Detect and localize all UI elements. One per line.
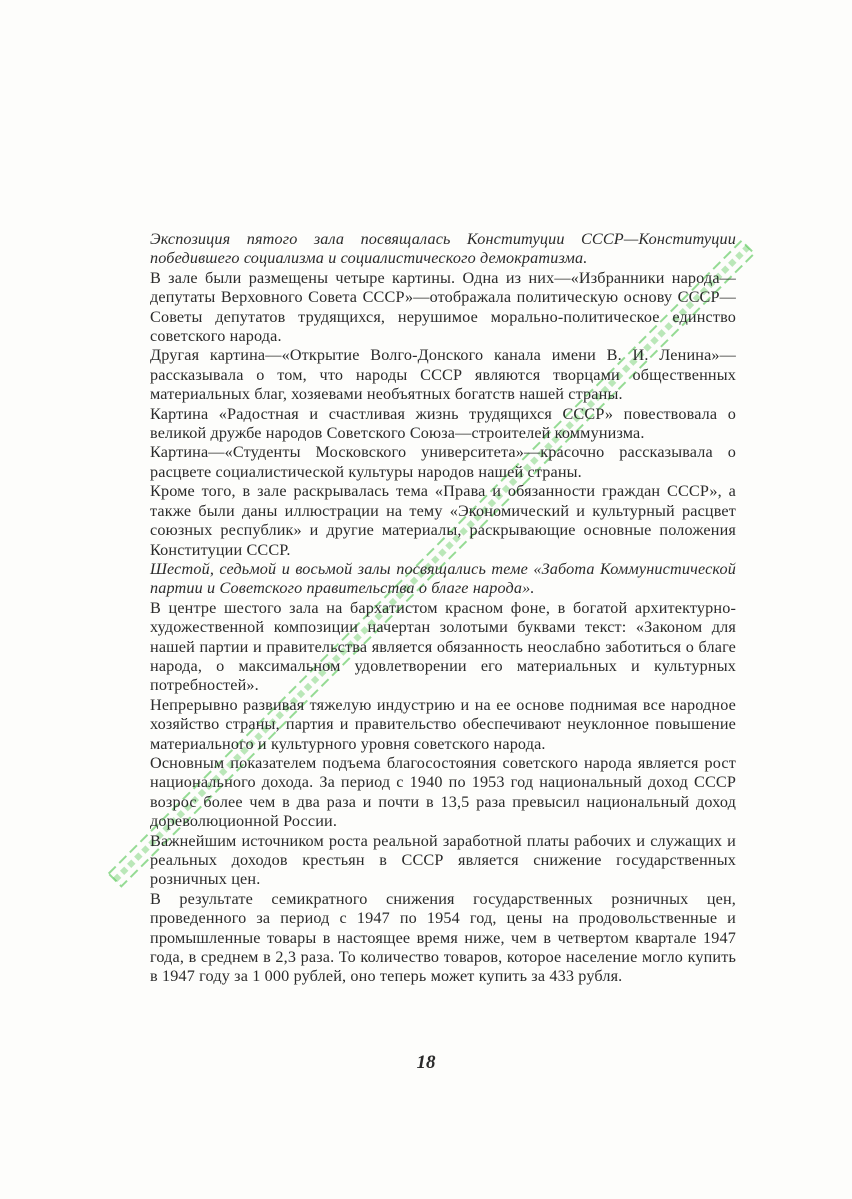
body-text xyxy=(150,230,736,987)
paragraph: В зале были размещены четыре картины. Одна из них—«Избранники народа—депутаты Верховного Совета СССР»—отображала политическую основу СССР—Советы депутатов трудящихся, нерушимое морально-политическое единство советского народа. xyxy=(150,268,736,346)
paragraph: В центре шестого зала на бархатистом красном фоне, в богатой архитектурно-художественной композиции начертан золотыми буквами текст: «Законом для нашей партии и правительства является обязанность неослабно заботиться о благе народа, о максимальном удовлетворении его материальных и культурных потребностей». xyxy=(150,598,736,695)
paragraph: Основным показателем подъема благосостояния советского народа является рост национального дохода. За период с 1940 по 1953 год национальный доход СССР возрос более чем в два раза и почти в 13,5 раза превысил национальный доход дореволюционной России. xyxy=(150,753,736,831)
paragraph: Экспозиция пятого зала посвящалась Конституции СССР—Конституции победившего социализма и социалистического демократизма. xyxy=(150,230,736,268)
paragraph: Непрерывно развивая тяжелую индустрию и на ее основе поднимая все народное хозяйство страны, партия и правительство обеспечивают неуклонное повышение материального и культурного уровня советского народа. xyxy=(150,695,736,753)
paragraph: Другая картина—«Открытие Волго-Донского канала имени В. И. Ленина»—рассказывала о том, что народы СССР являются творцами общественных материальных благ, хозяевами необъятных богатств нашей страны. xyxy=(150,346,736,404)
paragraph: В результате семикратного снижения государственных розничных цен, проведенного за период с 1947 по 1954 год, цены на продовольственные и промышленные товары в настоящее время ниже, чем в четвертом квартале 1947 года, в среднем в 2,3 раза. То количество товаров, которое население могло купить в 1947 году за 1 000 рублей, оно теперь может купить за 433 рубля. xyxy=(150,889,736,986)
page-number: 18 xyxy=(416,1052,436,1073)
paragraph: Шестой, седьмой и восьмой залы посвящались теме «Забота Коммунистической партии и Советского правительства о благе народа». xyxy=(150,559,736,598)
paragraph: Картина—«Студенты Московского университета»—красочно рассказывала о расцвете социалистической культуры народов нашей страны. xyxy=(150,443,736,481)
paragraph: Кроме того, в зале раскрывалась тема «Права и обязанности граждан СССР», а также были даны иллюстрации на тему «Экономический и культурный расцвет союзных республик» и другие материалы, раскрывающие основные положения Конституции СССР. xyxy=(150,482,736,559)
paragraph: Картина «Радостная и счастливая жизнь трудящихся СССР» повествовала о великой дружбе народов Советского Союза—строителей коммунизма. xyxy=(150,404,736,443)
paragraph: Важнейшим источником роста реальной заработной платы рабочих и служащих и реальных доходов крестьян в СССР является снижение государственных розничных цен. xyxy=(150,831,736,889)
